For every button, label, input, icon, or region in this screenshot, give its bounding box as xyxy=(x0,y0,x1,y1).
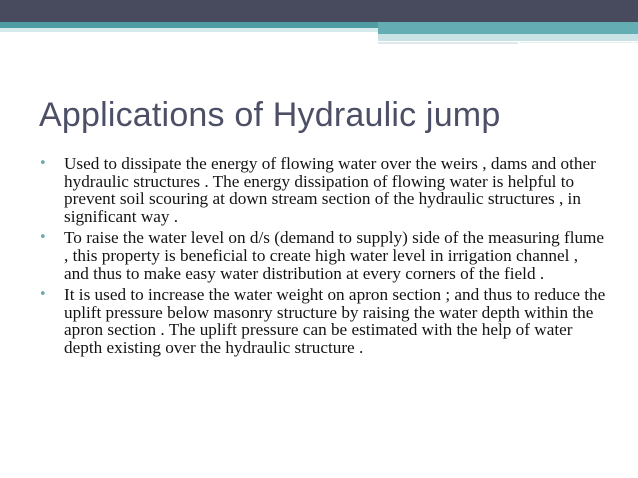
bullet-marker: • xyxy=(39,287,47,303)
bullet-text: Used to dissipate the energy of flowing water over the weirs , dams and other hydraulic structures . The energy dissipation of flowing water is helpful to prevent soil scouring at down stream section of the hydraulic structures , in significant way . xyxy=(64,154,596,226)
header-band-light-right xyxy=(378,34,638,41)
bullet-item xyxy=(37,286,607,356)
header-band-teal-right xyxy=(378,22,638,34)
bullet-marker: • xyxy=(39,230,47,246)
bullet-item xyxy=(37,229,607,282)
header-band-dark xyxy=(0,0,638,22)
bullet-list xyxy=(37,155,607,361)
header-accent-line xyxy=(378,42,518,44)
bullet-marker: • xyxy=(39,156,47,171)
bullet-text: To raise the water level on d/s (demand to supply) side of the measuring flume , this property is beneficial to create high water level in irrigation channel , and thus to make easy water distribution at every corners of the field . xyxy=(64,228,605,283)
header-band-light-left xyxy=(0,28,378,32)
bullet-text: It is used to increase the water weight on apron section ; and thus to reduce the uplift pressure below masonry structure by raising the water depth within the apron section . The uplift pressure can be estimated with the help of water depth existing over the hydraulic structure . xyxy=(64,285,606,357)
header-accent-line-faint xyxy=(520,42,638,43)
bullet-item xyxy=(37,155,607,225)
slide-title: Applications of Hydraulic jump xyxy=(39,96,501,134)
